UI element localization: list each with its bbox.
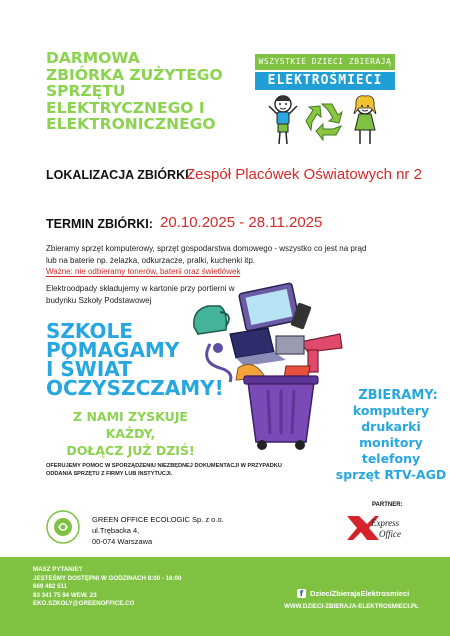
express-office-logo: [345, 512, 415, 542]
svg-text:Express: Express: [371, 518, 400, 528]
collecting-item: sprzęt RTV-AGD: [335, 467, 447, 482]
footer-contact: [33, 566, 263, 609]
green-office-ecologic-logo: [46, 510, 80, 544]
footer-question: MASZ PYTANIE?: [33, 566, 83, 573]
footer-phone-1[interactable]: 669 482 511: [33, 583, 68, 590]
secondary-slogan: [48, 408, 213, 459]
website-link[interactable]: WWW.DZIECI-ZBIERAJA-ELEKTROSMIECI.PL: [284, 603, 419, 610]
collecting-item: telefony: [361, 451, 421, 466]
collecting-item: monitory: [359, 435, 423, 450]
company-street: ul.Trębacka 4,: [92, 526, 140, 535]
company-info: [92, 514, 224, 547]
secondary-slogan-line-2: DOŁĄCZ JUŻ DZIŚ!: [66, 443, 195, 458]
footer-email[interactable]: EKO.SZKOLY@GREENOFFICE.CO: [33, 600, 135, 607]
partner-label: PARTNER:: [372, 502, 403, 508]
title-line-1: DARMOWA: [46, 49, 140, 67]
term-label: TERMIN ZBIÓRKI:: [46, 217, 153, 231]
collecting-heading: ZBIERAMY:: [358, 388, 438, 403]
collection-warning: Ważne: nie odbieramy tonerów, baterii oraz świetlówek: [46, 267, 241, 276]
footer-hours: JESTEŚMY DOSTĘPNI W GODZINACH 8:00 - 16:00: [33, 574, 182, 582]
location-label: LOKALIZACJA ZBIÓRKI:: [46, 168, 193, 182]
svg-text:Office: Office: [379, 529, 401, 539]
main-slogan-line-3: I ŚWIAT: [46, 357, 132, 381]
logo-name: ELEKTROŚMIECI: [255, 72, 395, 90]
title-line-2: ZBIÓRKA ZUŻYTEGO: [46, 65, 223, 84]
main-slogan-line-1: SZKOLE: [46, 319, 133, 343]
footer-phone-2[interactable]: 83 341 75 94 WEW. 23: [33, 591, 97, 599]
main-slogan-line-2: POMAGAMY: [46, 338, 180, 362]
collecting-list: [332, 403, 450, 483]
facebook-icon[interactable]: f: [297, 589, 306, 598]
title-line-4: ELEKTRYCZNEGO I: [46, 98, 205, 117]
main-slogan-line-4: OCZYSZCZAMY!: [46, 376, 224, 400]
campaign-logo: [255, 54, 395, 147]
company-city: 00-074 Warszawa: [92, 537, 153, 546]
company-name: GREEN OFFICE ECOLOGIC Sp. z o.o.: [92, 515, 224, 524]
drop-off-info: Elektroodpady składujemy w kartonie przy portierni w budynku Szkoły Podstawowej: [46, 284, 235, 305]
logo-tagline: WSZYSTKIE DZIECI ZBIERAJĄ: [255, 54, 395, 70]
location-value: Zespół Placówek Oświatowych nr 2: [186, 166, 422, 183]
kids-recycling-illustration: [255, 92, 395, 147]
facebook-handle[interactable]: DzieciZbierajaElektrosmieci: [310, 589, 410, 598]
title-line-5: ELEKTRONICZNEGO: [46, 115, 216, 133]
term-value: 20.10.2025 - 28.11.2025: [160, 214, 323, 231]
collecting-item: drukarki: [361, 419, 421, 434]
secondary-slogan-line-1: Z NAMI ZYSKUJE KAŻDY,: [73, 409, 188, 441]
poster-title: [46, 50, 256, 133]
title-line-3: SPRZĘTU: [46, 82, 126, 100]
documentation-offer: OFERUJEMY POMOC W SPORZĄDZENIU NIEZBĘDNEJ DOKUMENTACJI W PRZYPADKU ODDANIA SPRZĘTU Z FIRMY LUB INSTYTUCJI.: [46, 463, 282, 477]
collecting-item: komputery: [352, 403, 430, 418]
collection-description: Zbieramy sprzęt komputerowy, sprzęt gospodarstwa domowego - wszystko co jest na prąd lub na baterie np. żelazka, odkurzacze, pralki, kuchenki itp.: [46, 244, 367, 265]
